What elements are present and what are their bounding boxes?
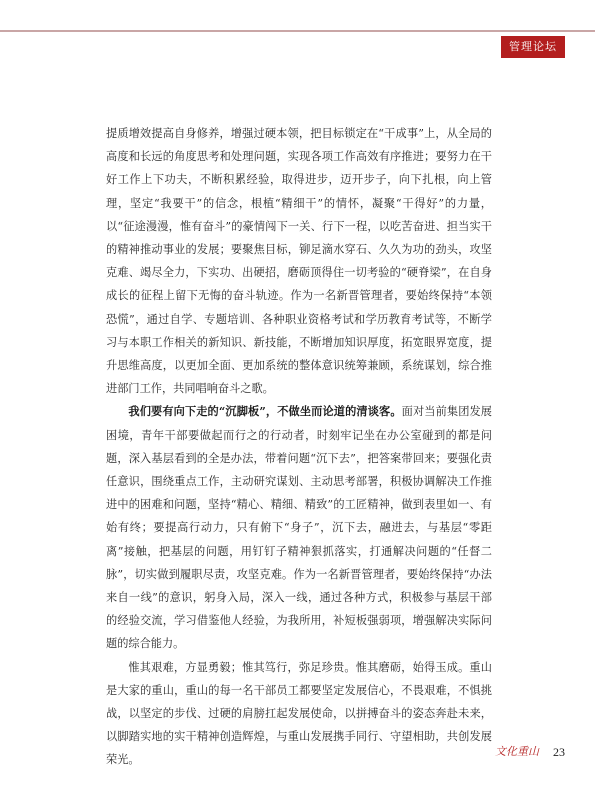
paragraph-3: 惟其艰难，方显勇毅；惟其笃行，弥足珍贵。惟其磨砺，始得玉成。重山是大家的重山，重山的每一名干部员工都要坚定发展信心，不畏艰难，不惧挑战，以坚定的步伐、过硬的肩膀扛起发展使命，以拼搏奋斗的姿态奔赴未来，以脚踏实地的实干精神创造辉煌，与重山发展携手同行、守望相助，共创发展荣光。 — [106, 660, 492, 767]
paragraph-2 — [106, 400, 492, 655]
page-number: 23 — [553, 745, 565, 759]
header-rule — [0, 30, 595, 32]
section-label: 管理论坛 — [501, 36, 565, 58]
article-body — [106, 122, 492, 772]
paragraph-1: 提质增效提高自身修养，增强过硬本领，把目标锁定在“干成事”上，从全局的高度和长远的角度思考和处理问题，实现各项工作高效有序推进；要努力在干好工作上下功夫，不断积累经验，取得进步，迈开步子，向下扎根，向上管理，坚定“我要干”的信念，根植“精细干”的情怀，凝聚“干得好”的力量，以“征途漫漫，惟有奋斗”的豪情闯下一关、行下一程，以吃苦奋进、担当实干的精神推动事业的发展；要聚焦目标，铆足滴水穿石、久久为功的劲头，攻坚克难、竭尽全力，下实功、出硬招，磨砺顶得住一切考验的“硬脊梁”，在自身成长的征程上留下无悔的奋斗轨迹。作为一名新晋管理者，要始终保持“本领恐慌”，通过自学、专题培训、各种职业资格考试和学历教育考试等，不断学习与本职工作相关的新知识、新技能，不断增加知识厚度，拓宽眼界宽度，提升思维高度，以更加全面、更加系统的整体意识统筹兼顾，系统谋划，综合推进部门工作，共同唱响奋斗之歌。 — [106, 127, 492, 396]
magazine-logo: 文化重山 — [495, 745, 539, 758]
paragraph-2-text: 面对当前集团发展困境，青年干部要做起而行之的行动者，时刻牢记坐在办公室碰到的都是问题，深入基层看到的全是办法，带着问题“沉下去”，把答案带回来；要强化责任意识，围绕重点工作，主动研究谋划、主动思考部署，积极协调解决工作推进中的困难和问题，坚持“精心、精细、精致”的工匠精神，做到表里如一、有始有终；要提高行动力，只有俯下“身子”，沉下去，融进去，与基层“零距离”接触，把基层的问题，用钉钉子精神狠抓落实，打通解决问题的“任督二脉”，切实做到履职尽责，攻坚克难。作为一名新晋管理者，要始终保持“办法来自一线”的意识，躬身入局，深入一线，通过各种方式，积极参与基层干部的经验交流，学习借鉴他人经验，为我所用，补短板强弱项，增强解决实际问题的综合能力。 — [106, 405, 492, 651]
paragraph-2-lead: 我们要有向下走的“沉脚板”，不做坐而论道的清谈客。 — [128, 404, 402, 419]
